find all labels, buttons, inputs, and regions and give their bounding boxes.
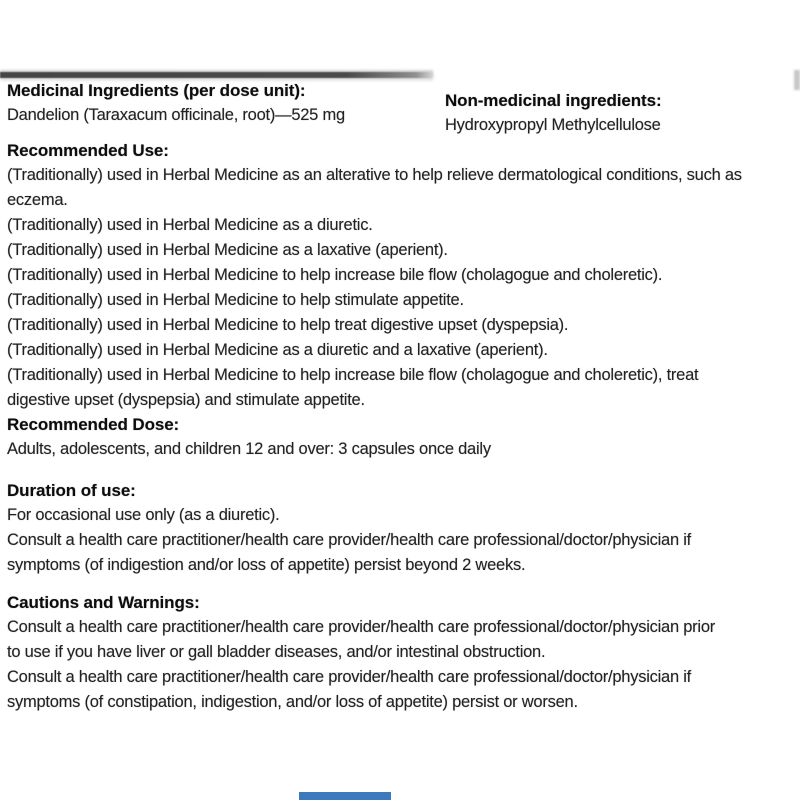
scan-artifact-mark [794, 70, 800, 90]
duration-of-use-line: For occasional use only (as a diuretic). [7, 506, 280, 524]
recommended-dose-heading: Recommended Dose: [7, 415, 180, 434]
recommended-use-line: (Traditionally) used in Herbal Medicine as a laxative (aperient). [7, 241, 448, 259]
duration-of-use-line: Consult a health care practitioner/health care provider/health care professional/doctor/physician if [7, 531, 691, 549]
cautions-warnings-line: Consult a health care practitioner/health care provider/health care professional/doctor/physician if [7, 668, 691, 686]
recommended-use-line: (Traditionally) used in Herbal Medicine to help increase bile flow (cholagogue and choleretic). [7, 266, 663, 284]
medicinal-ingredient-item: Dandelion (Taraxacum officinale, root)—525 mg [7, 106, 345, 124]
recommended-use-line: eczema. [7, 191, 68, 209]
section-cautions-warnings [7, 590, 715, 715]
recommended-dose-line: Adults, adolescents, and children 12 and over: 3 capsules once daily [7, 440, 491, 458]
recommended-use-line: (Traditionally) used in Herbal Medicine as a diuretic and a laxative (aperient). [7, 341, 548, 359]
cautions-warnings-line: to use if you have liver or gall bladder diseases, and/or intestinal obstruction. [7, 643, 546, 661]
bottom-blue-bar [299, 792, 391, 800]
non-medicinal-ingredients-block [445, 88, 662, 138]
cautions-warnings-line: Consult a health care practitioner/health care provider/health care professional/doctor/physician prior [7, 618, 715, 636]
recommended-use-line: (Traditionally) used in Herbal Medicine as an alterative to help relieve dermatological conditions, such as [7, 166, 742, 184]
recommended-use-line: (Traditionally) used in Herbal Medicine to help stimulate appetite. [7, 291, 464, 309]
recommended-use-line: (Traditionally) used in Herbal Medicine to help treat digestive upset (dyspepsia). [7, 316, 569, 334]
section-recommended-use [7, 138, 742, 413]
non-medicinal-ingredient-item: Hydroxypropyl Methylcellulose [445, 116, 661, 134]
medicinal-ingredients-heading: Medicinal Ingredients (per dose unit): [7, 81, 306, 100]
cautions-warnings-heading: Cautions and Warnings: [7, 593, 200, 612]
cautions-warnings-line: symptoms (of constipation, indigestion, and/or loss of appetite) persist or worsen. [7, 693, 578, 711]
duration-of-use-line: symptoms (of indigestion and/or loss of appetite) persist beyond 2 weeks. [7, 556, 526, 574]
non-medicinal-ingredients-heading: Non-medicinal ingredients: [445, 91, 662, 110]
duration-of-use-heading: Duration of use: [7, 481, 136, 500]
recommended-use-line: (Traditionally) used in Herbal Medicine as a diuretic. [7, 216, 373, 234]
medicinal-ingredients-block [7, 78, 345, 128]
recommended-use-heading: Recommended Use: [7, 141, 169, 160]
section-duration-of-use [7, 478, 691, 578]
recommended-use-line: (Traditionally) used in Herbal Medicine to help increase bile flow (cholagogue and choleretic), treat [7, 366, 699, 384]
section-recommended-dose [7, 412, 491, 462]
recommended-use-line: digestive upset (dyspepsia) and stimulate appetite. [7, 391, 365, 409]
